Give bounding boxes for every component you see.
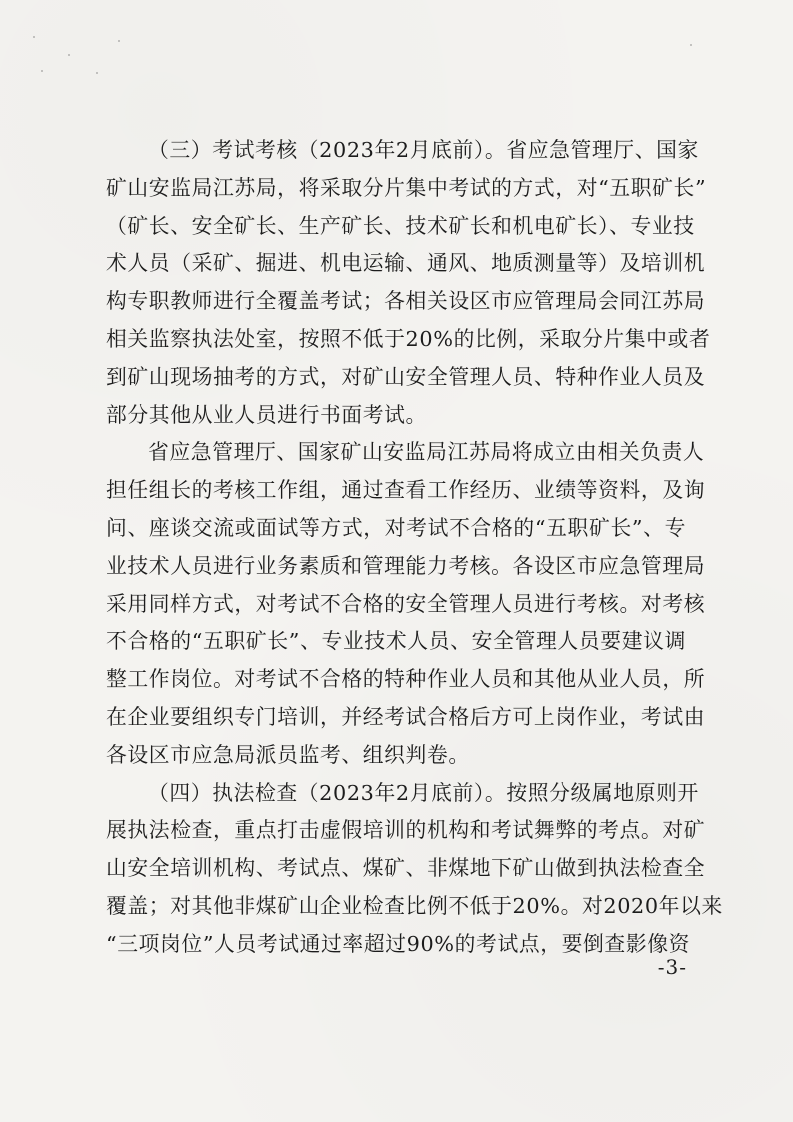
paragraph-line: 业技术人员进行业务素质和管理能力考核。各设区市应急管理局 xyxy=(106,553,706,578)
paragraph-line: 不合格的“五职矿长”、专业技术人员、安全管理人员要建议调 xyxy=(106,629,686,654)
paragraph-line: 在企业要组织专门培训，并经考试合格后方可上岗作业，考试由 xyxy=(106,704,706,729)
paragraph-line: 省应急管理厅、国家矿山安监局江苏局将成立由相关负责人 xyxy=(148,440,705,465)
paragraph-line: 担任组长的考核工作组，通过查看工作经历、业绩等资料，及询 xyxy=(106,478,706,503)
paragraph-line: 部分其他从业人员进行书面考试。 xyxy=(106,402,427,427)
paragraph-line: 到矿山现场抽考的方式，对矿山安全管理人员、特种作业人员及 xyxy=(106,364,706,389)
paragraph-line: 展执法检查，重点打击虚假培训的机构和考试舞弊的考点。对矿 xyxy=(106,818,706,843)
paragraph-line: 整工作岗位。对考试不合格的特种作业人员和其他从业人员，所 xyxy=(106,667,706,692)
paragraph-line: 构专职教师进行全覆盖考试；各相关设区市应管理局会同江苏局 xyxy=(106,289,706,314)
paragraph-line: 相关监察执法处室，按照不低于20%的比例，采取分片集中或者 xyxy=(106,326,711,351)
paragraph-line: （三）考试考核（2023年2月底前）。省应急管理厅、国家 xyxy=(148,138,699,162)
paragraph-line: 山安全培训机构、考试点、煤矿、非煤地下矿山做到执法检查全 xyxy=(106,856,706,881)
paragraph-line: “三项岗位”人员考试通过率超过90%的考试点，要倒查影像资 xyxy=(106,931,691,956)
document-body xyxy=(106,132,723,964)
paragraph-line: 覆盖；对其他非煤矿山企业检查比例不低于20%。对2020年以来 xyxy=(106,893,723,918)
paragraph-line: （矿长、安全矿长、生产矿长、技术矿长和机电矿长）、专业技 xyxy=(106,213,695,238)
paragraph-line: 各设区市应急局派员监考、组织判卷。 xyxy=(106,742,470,767)
paragraph-line: 术人员（采矿、掘进、机电运输、通风、地质测量等）及培训机 xyxy=(106,251,706,276)
paragraph-line: 问、座谈交流或面试等方式，对考试不合格的“五职矿长”、专 xyxy=(106,515,686,540)
page-number: -3- xyxy=(657,955,687,979)
paragraph-line: 采用同样方式，对考试不合格的安全管理人员进行考核。对考核 xyxy=(106,591,706,616)
paragraph-line: （四）执法检查（2023年2月底前）。按照分级属地原则开 xyxy=(148,780,699,805)
paragraph-line: 矿山安监局江苏局，将采取分片集中考试的方式，对“五职矿长” xyxy=(106,175,707,200)
